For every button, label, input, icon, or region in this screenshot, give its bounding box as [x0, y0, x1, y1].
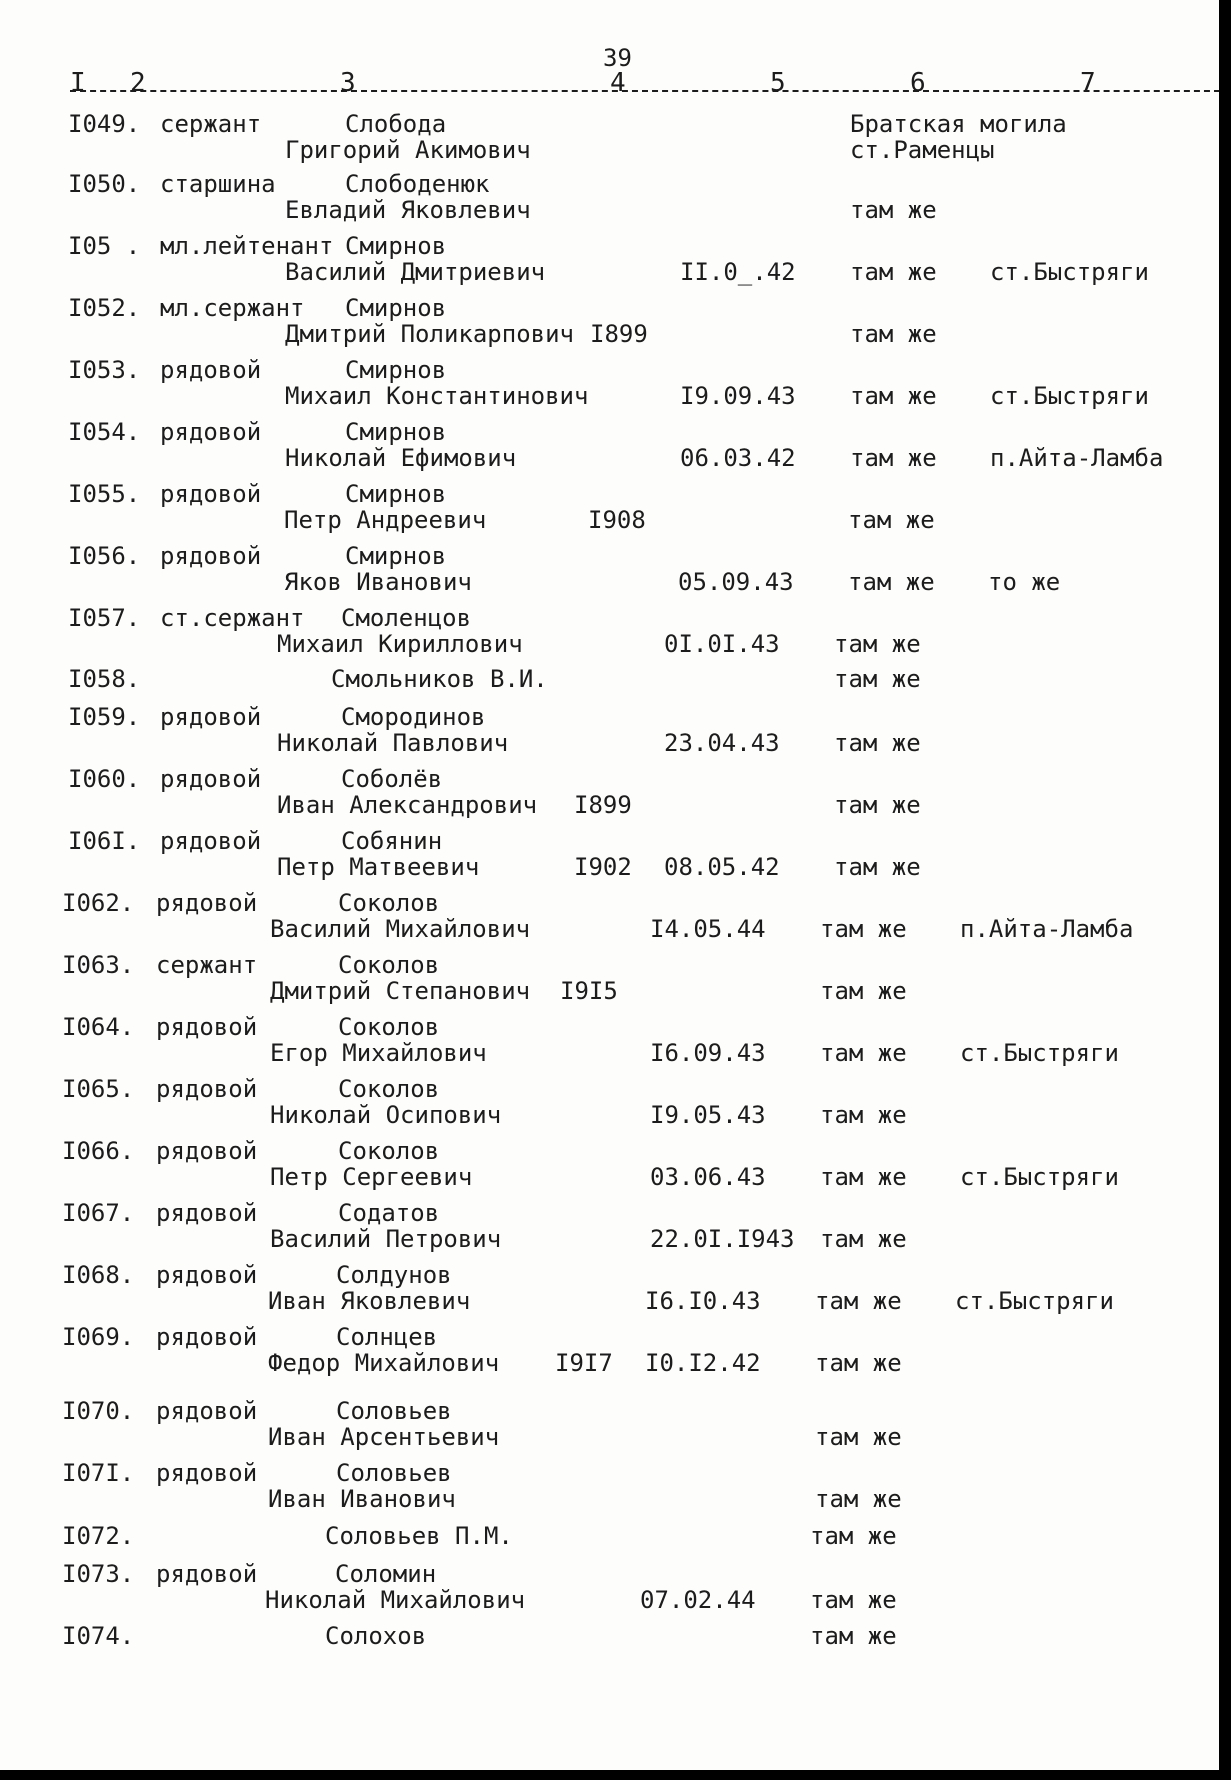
entry-burial: там же	[820, 1163, 907, 1191]
entry-rank: рядовой	[156, 1560, 258, 1588]
entry-rank: рядовой	[160, 356, 262, 384]
entry-burial: там же	[820, 1039, 907, 1067]
entry-burial: там же	[820, 1101, 907, 1129]
entry-death-date: 03.06.43	[650, 1163, 766, 1191]
entry-surname: Слободенюк	[345, 170, 490, 198]
entry-number: I054.	[68, 418, 141, 446]
entry-death-date: 06.03.42	[680, 444, 796, 472]
column-number: 4	[610, 68, 626, 98]
entry-given-names: Яков Иванович	[284, 568, 472, 596]
entry-given-names: Григорий Акимович	[285, 136, 531, 164]
entry-number: I057.	[68, 604, 141, 632]
entry-burial: Братская могила	[850, 110, 1067, 138]
column-number: 3	[340, 68, 356, 98]
entry-place: п.Айта-Ламба	[960, 915, 1134, 943]
entry-place: то же	[988, 568, 1061, 596]
entry-surname: Соколов	[338, 1075, 440, 1103]
entry-death-date: I6.I0.43	[645, 1287, 761, 1315]
entry-given-names: Василий Дмитриевич	[285, 258, 546, 286]
entry-rank: мл.сержант	[160, 294, 305, 322]
column-number: I	[70, 68, 86, 98]
entry-surname: Содатов	[338, 1199, 440, 1227]
header-dashed-rule	[70, 90, 1220, 92]
entry-surname: Слобода	[345, 110, 447, 138]
entry-surname: Смирнов	[345, 232, 447, 260]
entry-burial: там же	[834, 630, 921, 658]
entry-number: I053.	[68, 356, 141, 384]
entry-rank: рядовой	[156, 889, 258, 917]
entry-rank: сержант	[156, 951, 258, 979]
entry-death-date: I0.I2.42	[645, 1349, 761, 1377]
column-number: 5	[770, 68, 786, 98]
entry-birth-year: I899	[574, 791, 632, 819]
entry-given-names: Егор Михайлович	[270, 1039, 487, 1067]
entry-surname: Соколов	[338, 1137, 440, 1165]
entry-surname: Соловьев П.М.	[325, 1522, 513, 1550]
entry-number: I062.	[62, 889, 135, 917]
entry-number: I056.	[68, 542, 141, 570]
entry-burial: там же	[834, 791, 921, 819]
entry-death-date: I4.05.44	[650, 915, 766, 943]
entry-burial: там же	[820, 977, 907, 1005]
entry-rank: рядовой	[160, 418, 262, 446]
entry-given-names: Иван Арсентьевич	[268, 1423, 500, 1451]
entry-surname: Солохов	[325, 1622, 427, 1650]
entry-surname: Соболёв	[341, 765, 443, 793]
entry-number: I063.	[62, 951, 135, 979]
entry-surname: Соломин	[335, 1560, 437, 1588]
entry-given-names: Николай Павлович	[277, 729, 509, 757]
entry-given-names: Михаил Константинович	[285, 382, 589, 410]
entry-rank: рядовой	[156, 1199, 258, 1227]
entry-rank: рядовой	[160, 765, 262, 793]
entry-death-date: I9.09.43	[680, 382, 796, 410]
entry-burial: там же	[850, 320, 937, 348]
entry-rank: ст.сержант	[160, 604, 305, 632]
entry-rank: мл.лейтенант	[160, 232, 334, 260]
entry-rank: сержант	[160, 110, 262, 138]
entry-number: I069.	[62, 1323, 135, 1351]
entry-death-date: 07.02.44	[640, 1586, 756, 1614]
entry-number: I073.	[62, 1560, 135, 1588]
entry-surname: Смирнов	[345, 294, 447, 322]
entry-number: I060.	[68, 765, 141, 793]
entry-given-names: Михаил Кириллович	[277, 630, 523, 658]
entry-burial: там же	[834, 853, 921, 881]
entry-rank: рядовой	[156, 1075, 258, 1103]
entry-surname: Соколов	[338, 1013, 440, 1041]
entry-burial: там же	[810, 1622, 897, 1650]
entry-burial: там же	[848, 568, 935, 596]
entry-number: I068.	[62, 1261, 135, 1289]
entry-given-names: Петр Сергеевич	[270, 1163, 473, 1191]
entry-burial: там же	[850, 444, 937, 472]
column-number: 6	[910, 68, 926, 98]
entry-surname: Смольников В.И.	[331, 665, 548, 693]
entry-rank: рядовой	[160, 480, 262, 508]
entry-burial: там же	[815, 1287, 902, 1315]
entry-number: I072.	[62, 1522, 135, 1550]
entry-burial: там же	[815, 1485, 902, 1513]
entry-surname: Соколов	[338, 889, 440, 917]
entry-place: ст.Быстряги	[960, 1039, 1119, 1067]
entry-given-names: Иван Иванович	[268, 1485, 456, 1513]
column-number: 2	[130, 68, 146, 98]
entry-death-date: 0I.0I.43	[664, 630, 780, 658]
entry-burial: там же	[850, 382, 937, 410]
entry-burial: там же	[815, 1423, 902, 1451]
entry-number: I074.	[62, 1622, 135, 1650]
entry-burial: там же	[820, 1225, 907, 1253]
entry-surname: Солдунов	[336, 1261, 452, 1289]
entry-number: I067.	[62, 1199, 135, 1227]
entry-place: ст.Быстряги	[960, 1163, 1119, 1191]
entry-rank: рядовой	[156, 1323, 258, 1351]
page-number: 39	[603, 44, 632, 72]
entry-place: ст.Быстряги	[990, 382, 1149, 410]
entry-burial: там же	[815, 1349, 902, 1377]
entry-surname: Собянин	[341, 827, 443, 855]
entry-rank: рядовой	[160, 827, 262, 855]
entry-place: ст.Быстряги	[955, 1287, 1114, 1315]
entry-surname: Соловьев	[336, 1397, 452, 1425]
entry-given-names: Николай Осипович	[270, 1101, 502, 1129]
entry-surname: Солнцев	[336, 1323, 438, 1351]
entry-surname: Смирнов	[345, 356, 447, 384]
entry-death-date: 23.04.43	[664, 729, 780, 757]
entry-burial-location: ст.Раменцы	[850, 136, 995, 164]
entry-given-names: Николай Ефимович	[285, 444, 517, 472]
entry-burial: там же	[850, 258, 937, 286]
entry-place: ст.Быстряги	[990, 258, 1149, 286]
entry-given-names: Дмитрий Поликарпович	[285, 320, 574, 348]
entry-burial: там же	[848, 506, 935, 534]
entry-given-names: Евладий Яковлевич	[285, 196, 531, 224]
entry-surname: Смирнов	[345, 542, 447, 570]
entry-birth-year: I899	[590, 320, 648, 348]
entry-surname: Соловьев	[336, 1459, 452, 1487]
entry-place: п.Айта-Ламба	[990, 444, 1164, 472]
column-number-header	[70, 68, 1220, 98]
entry-rank: рядовой	[156, 1137, 258, 1165]
entry-death-date: I9.05.43	[650, 1101, 766, 1129]
entry-birth-year: I9I7	[555, 1349, 613, 1377]
entry-burial: там же	[834, 665, 921, 693]
entry-number: I07I.	[62, 1459, 135, 1487]
entry-death-date: I6.09.43	[650, 1039, 766, 1067]
entry-number: I050.	[68, 170, 141, 198]
entry-number: I06I.	[68, 827, 141, 855]
entry-number: I066.	[62, 1137, 135, 1165]
entry-rank: рядовой	[156, 1013, 258, 1041]
entry-given-names: Николай Михайлович	[265, 1586, 526, 1614]
entry-burial: там же	[820, 915, 907, 943]
entry-number: I055.	[68, 480, 141, 508]
entry-rank: рядовой	[156, 1397, 258, 1425]
scan-edge-right	[1219, 0, 1231, 1780]
entry-number: I052.	[68, 294, 141, 322]
entry-given-names: Иван Александрович	[277, 791, 538, 819]
entry-number: I070.	[62, 1397, 135, 1425]
entry-rank: рядовой	[160, 703, 262, 731]
entry-burial: там же	[810, 1522, 897, 1550]
entry-given-names: Иван Яковлевич	[268, 1287, 471, 1315]
entry-number: I059.	[68, 703, 141, 731]
entry-death-date: 22.0I.I943	[650, 1225, 795, 1253]
entry-number: I064.	[62, 1013, 135, 1041]
scan-edge-bottom	[0, 1770, 1231, 1780]
entry-number: I049.	[68, 110, 141, 138]
entry-number: I05 .	[68, 232, 141, 260]
entry-number: I058.	[68, 665, 141, 693]
entry-surname: Смирнов	[345, 418, 447, 446]
entry-death-date: 05.09.43	[678, 568, 794, 596]
column-number: 7	[1080, 68, 1096, 98]
entry-burial: там же	[834, 729, 921, 757]
entry-given-names: Василий Михайлович	[270, 915, 531, 943]
entry-surname: Смирнов	[345, 480, 447, 508]
entry-given-names: Федор Михайлович	[268, 1349, 500, 1377]
entry-surname: Смоленцов	[341, 604, 472, 632]
entry-birth-year: I908	[588, 506, 646, 534]
entry-burial: там же	[810, 1586, 897, 1614]
entry-surname: Смородинов	[341, 703, 486, 731]
entry-rank: рядовой	[160, 542, 262, 570]
entry-rank: рядовой	[156, 1261, 258, 1289]
entry-surname: Соколов	[338, 951, 440, 979]
entry-given-names: Петр Андреевич	[284, 506, 487, 534]
entry-burial: там же	[850, 196, 937, 224]
entry-given-names: Петр Матвеевич	[277, 853, 480, 881]
entry-birth-year: I902	[574, 853, 632, 881]
entry-number: I065.	[62, 1075, 135, 1103]
entry-death-date: II.0_.42	[680, 258, 796, 286]
entry-death-date: 08.05.42	[664, 853, 780, 881]
entry-rank: рядовой	[156, 1459, 258, 1487]
entry-rank: старшина	[160, 170, 276, 198]
entry-birth-year: I9I5	[560, 977, 618, 1005]
entry-given-names: Василий Петрович	[270, 1225, 502, 1253]
entry-given-names: Дмитрий Степанович	[270, 977, 531, 1005]
